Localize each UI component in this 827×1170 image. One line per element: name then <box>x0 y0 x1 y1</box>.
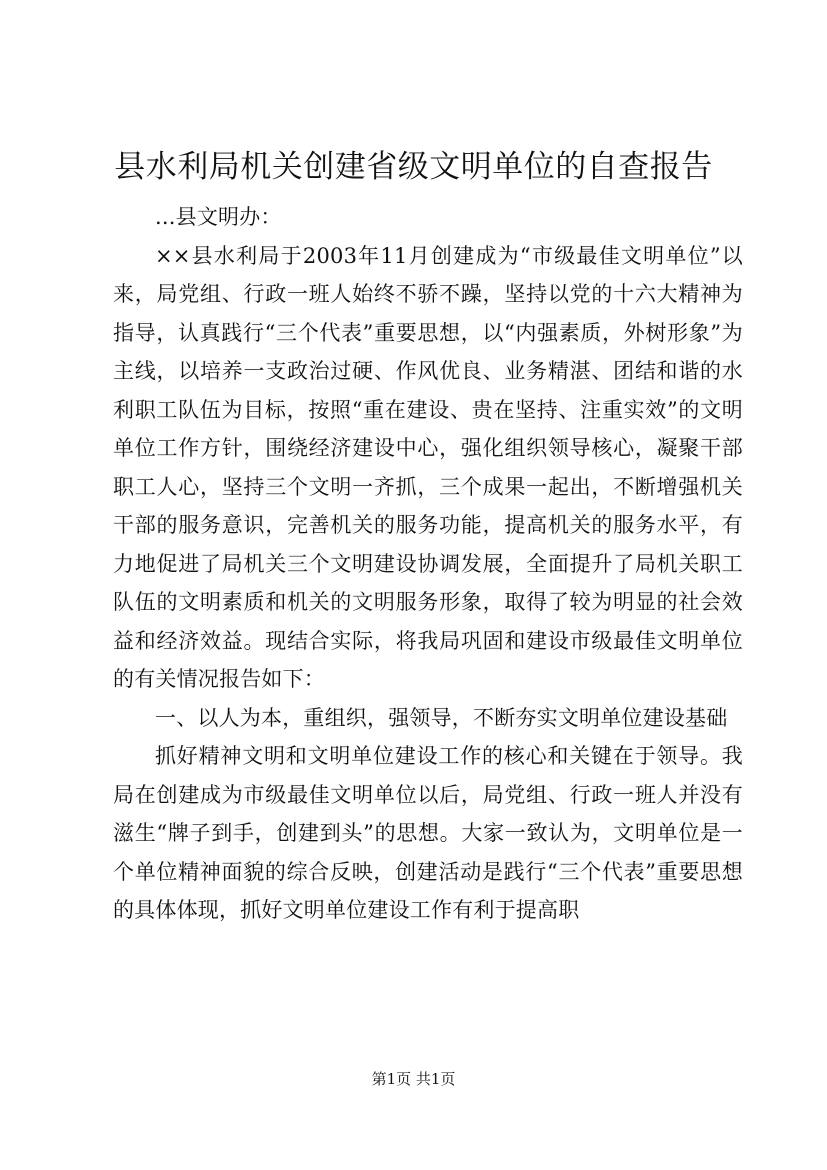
paragraph-section-1: 抓好精神文明和文明单位建设工作的核心和关键在于领导。我局在创建成为市级最佳文明单位以后，局党组、行政一班人并没有滋生“牌子到手，创建到头”的思想。大家一致认为，文明单位是一个单位精神面貌的综合反映，创建活动是践行“三个代表”重要思想的具体体现，抓好文明单位建设工作有利于提高职 <box>113 744 743 922</box>
document-title: 县水利局机关创建省级文明单位的自查报告 <box>114 149 713 185</box>
paragraph-intro: ××县水利局于2003年11月创建成为“市级最佳文明单位”以来，局党组、行政一班人始终不骄不躁，坚持以党的十六大精神为指导，认真践行“三个代表”重要思想，以“内强素质，外树形象”为主线，以培养一支政治过硬、作风优良、业务精湛、团结和谐的水利职工队伍为目标，按照“重在建设、贵在坚持、注重实效”的文明单位工作方针，围绕经济建设中心，强化组织领导核心，凝聚干部职工人心，坚持三个文明一齐抓，三个成果一起出，不断增强机关干部的服务意识，完善机关的服务功能，提高机关的服务水平，有力地促进了局机关三个文明建设协调发展，全面提升了局机关职工队伍的文明素质和机关的文明服务形象，取得了较为明显的社会效益和经济效益。现结合实际，将我局巩固和建设市级最佳文明单位的有关情况报告如下： <box>113 243 743 691</box>
page-footer: 第1页 共1页 <box>371 1070 456 1088</box>
document-body <box>113 198 743 930</box>
salutation: ...县文明办： <box>155 205 282 229</box>
section-heading-1: 一、以人为本，重组织，强领导，不断夯实文明单位建设基础 <box>155 705 728 730</box>
